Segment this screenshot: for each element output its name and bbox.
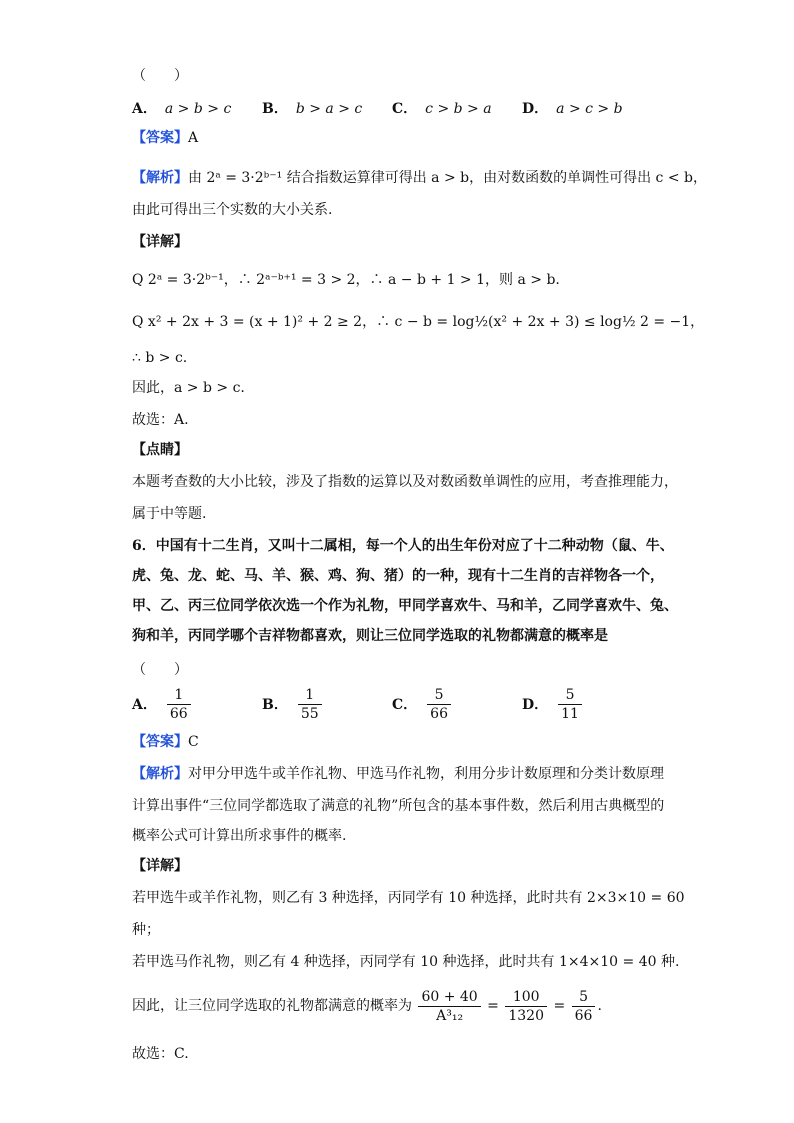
answer-value: C <box>188 734 199 750</box>
fraction: $\frac{100}{1320}$ <box>505 988 547 1025</box>
q6-stem-line-2: 虎、兔、龙、蛇、马、羊、猴、鸡、狗、猪）的一种，现有十二生肖的吉祥物各一个， <box>132 568 664 584</box>
q6-detail-line-3: 若甲选马作礼物，则乙有 4 种选择，丙同学有 10 种选择，此时共有 1×4×10 = 40 种. <box>132 954 680 970</box>
q6-option-d: D． $\frac{5}{11}$ <box>522 686 652 723</box>
q6-detail-tag: 【详解】 <box>132 858 188 874</box>
q5-option-d: D． a > c > b <box>522 101 623 117</box>
answer-tag: 【答案】 <box>132 130 188 146</box>
q6-option-a: A． $\frac{1}{66}$ <box>132 686 262 723</box>
q5-answer-line <box>132 128 198 148</box>
q6-stem-line-1: 6．中国有十二生肖，又叫十二属相，每一个人的出生年份对应了十二种动物（鼠、牛、 <box>132 538 674 554</box>
q6-choice: 故选：C. <box>132 1046 189 1062</box>
q5-comment-tag: 【点睛】 <box>132 442 188 458</box>
q6-options <box>132 686 652 723</box>
q5-analysis-line-1: 【解析】由 2ᵃ = 3·2ᵇ⁻¹ 结合指数运算律可得出 a > b，由对数函数的单调性可得出 c < b， <box>132 170 707 186</box>
q6-paren: （ ） <box>132 662 188 678</box>
q6-option-c: C． $\frac{5}{66}$ <box>392 686 522 723</box>
q5-detail-line-1: Q 2ᵃ = 3·2ᵇ⁻¹，∴ 2ᵃ⁻ᵇ⁺¹ = 3 > 2，∴ a − b + 1 > 1，则 a > b. <box>132 272 560 288</box>
q6-answer-line <box>132 732 199 752</box>
fraction: $\frac{60 + 40}{\text{A³₁₂}}$ <box>418 988 480 1025</box>
q5-detail-line-3: ∴ b > c. <box>132 350 188 366</box>
q6-detail-line-4: 因此，让三位同学选取的礼物都满意的概率为 $\frac{60 + 40}{\text{A³₁₂}}$ = $\frac{100}{1320}$ = $\frac{5}{66}$ . <box>132 988 602 1024</box>
q5-option-b: B． b > a > c <box>262 101 363 117</box>
q5-detail-line-4: 因此，a > b > c. <box>132 380 245 396</box>
q5-detail-tag: 【详解】 <box>132 234 188 250</box>
q6-option-b: B． $\frac{1}{55}$ <box>262 686 392 723</box>
q5-options <box>132 98 652 118</box>
q6-analysis-line-2: 计算出事件“三位同学都选取了满意的礼物”所包含的基本事件数，然后利用古典概型的 <box>132 798 665 814</box>
q5-paren: （ ） <box>132 68 188 84</box>
answer-tag: 【答案】 <box>132 734 188 750</box>
q5-comment-line-2: 属于中等题. <box>132 506 207 522</box>
q5-analysis-line-2: 由此可得出三个实数的大小关系. <box>132 202 333 218</box>
analysis-tag: 【解析】 <box>132 766 188 782</box>
fraction: $\frac{5}{66}$ <box>572 988 596 1025</box>
analysis-tag: 【解析】 <box>132 170 188 186</box>
q6-detail-line-2: 种； <box>132 922 160 938</box>
q5-option-c: C． c > b > a <box>392 101 492 117</box>
q5-choice: 故选：A. <box>132 412 189 428</box>
q5-detail-line-2: Q x² + 2x + 3 = (x + 1)² + 2 ≥ 2，∴ c − b = log½(x² + 2x + 3) ≤ log½ 2 = −1， <box>132 314 705 330</box>
q5-option-a: A． a > b > c <box>132 101 232 117</box>
q6-detail-line-1: 若甲选牛或羊作礼物，则乙有 3 种选择，丙同学有 10 种选择，此时共有 2×3×10 = 60 <box>132 890 685 906</box>
q6-analysis-line-1: 【解析】对甲分甲选牛或羊作礼物、甲选马作礼物，利用分步计数原理和分类计数原理 <box>132 766 664 782</box>
q5-comment-line-1: 本题考查数的大小比较，涉及了指数的运算以及对数函数单调性的应用，考查推理能力， <box>132 474 678 490</box>
q6-analysis-line-3: 概率公式可计算出所求事件的概率. <box>132 828 347 844</box>
q6-stem-line-4: 狗和羊，丙同学哪个吉祥物都喜欢，则让三位同学选取的礼物都满意的概率是 <box>132 628 608 644</box>
q6-stem-line-3: 甲、乙、丙三位同学依次选一个作为礼物，甲同学喜欢牛、马和羊，乙同学喜欢牛、兔、 <box>132 598 678 614</box>
answer-value: A <box>188 130 199 146</box>
